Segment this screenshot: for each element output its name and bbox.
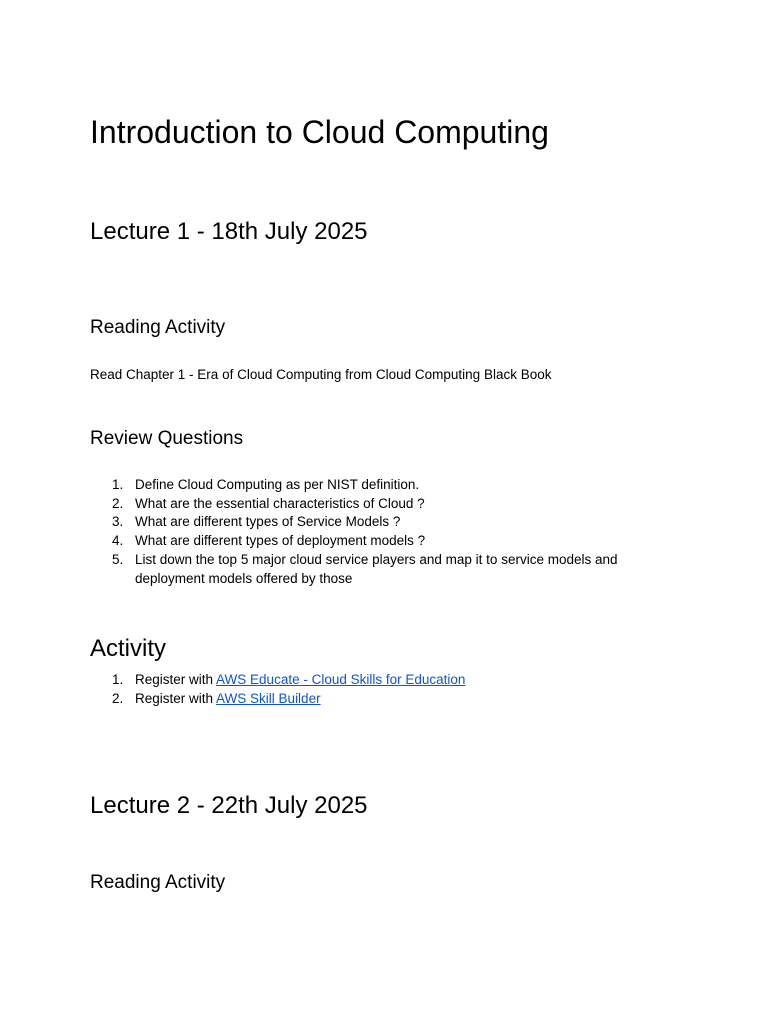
document-title: Introduction to Cloud Computing xyxy=(90,114,549,150)
list-number: 2. xyxy=(112,495,124,511)
review-question-text: What are different types of deployment models ? xyxy=(135,533,426,549)
list-number: 4. xyxy=(112,533,124,549)
list-number: 1. xyxy=(112,477,124,492)
review-question-text: Define Cloud Computing as per NIST definition. xyxy=(135,477,420,492)
aws-educate-link[interactable]: AWS Educate - Cloud Skills for Education xyxy=(216,672,466,687)
review-question-text: What are the essential characteristics of Cloud ? xyxy=(135,495,425,511)
activity-heading: Activity xyxy=(90,635,167,662)
aws-skill-builder-link[interactable]: AWS Skill Builder xyxy=(216,690,321,706)
activity-item xyxy=(90,690,670,709)
lecture-2-heading: Lecture 2 - 22th July 2025 xyxy=(90,792,368,819)
review-question-item xyxy=(90,476,670,495)
review-question-item xyxy=(90,513,670,532)
list-number: 2. xyxy=(112,690,124,706)
review-questions-heading: Review Questions xyxy=(90,428,244,449)
review-question-item xyxy=(90,532,670,551)
lecture-1-reading-text: Read Chapter 1 - Era of Cloud Computing from Cloud Computing Black Book xyxy=(90,367,552,382)
review-question-text: What are different types of Service Models ? xyxy=(135,514,401,530)
activity-item-prefix: Register with xyxy=(135,690,217,706)
activity-list xyxy=(90,671,670,708)
lecture-2-reading-heading: Reading Activity xyxy=(90,872,226,893)
lecture-1-heading: Lecture 1 - 18th July 2025 xyxy=(90,218,368,245)
review-question-item xyxy=(90,551,670,588)
list-number: 5. xyxy=(112,551,124,567)
activity-item xyxy=(90,671,670,690)
review-questions-list xyxy=(90,476,670,588)
list-number: 3. xyxy=(112,514,124,530)
review-question-item xyxy=(90,495,670,514)
list-number: 1. xyxy=(112,672,124,687)
lecture-1-reading-heading: Reading Activity xyxy=(90,317,226,338)
activity-item-prefix: Register with xyxy=(135,672,217,687)
review-question-text: List down the top 5 major cloud service players and map it to service models and deployment models offered by those xyxy=(135,551,618,586)
